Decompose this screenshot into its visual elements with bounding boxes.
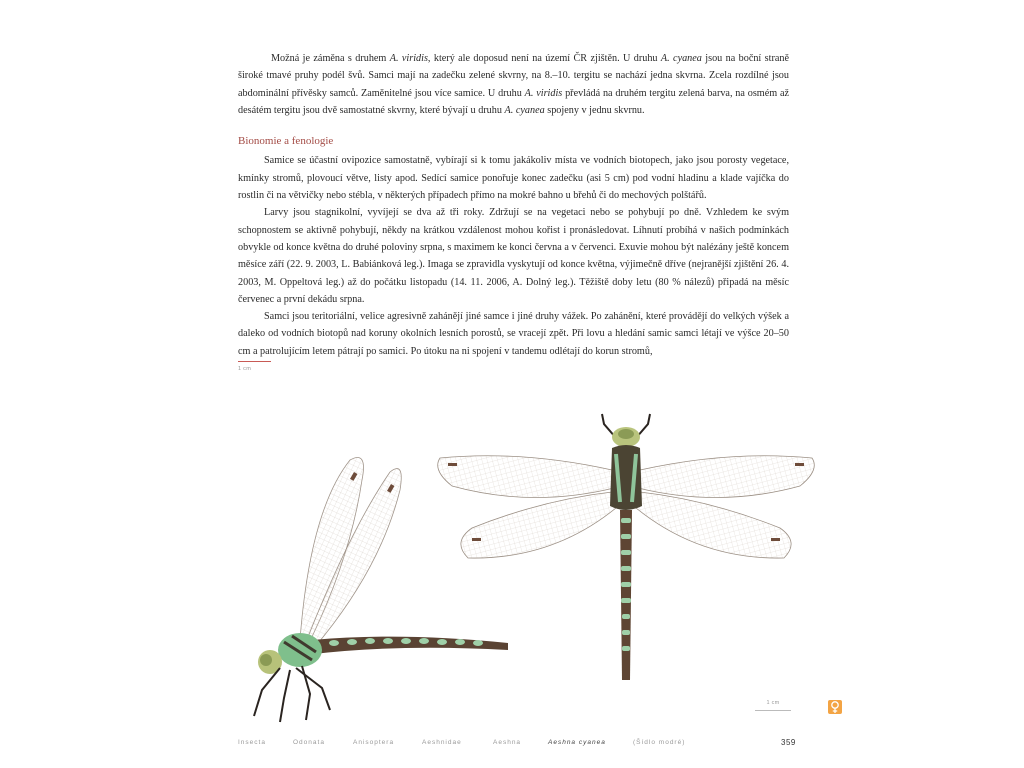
footer-item-species: Aeshna cyanea	[548, 739, 606, 746]
footer-item-family: Aeshnidae	[422, 739, 462, 746]
species-name: A. cyanea	[504, 104, 545, 116]
paragraph-larvae: Larvy jsou stagnikolní, vyvíjejí se dva až tři roky. Zdržují se na vegetaci nebo se pohybují po dně. Vzhledem ke svým schopnostem se aktivně pohybují, někdy na krátkou vzdálenost mohou kořist i pronásledovat. Líhnutí probíhá v našich podmínkách obvykle od konce května do druhé poloviny srpna, s maximem ke konci června a v červenci. Exuvie mohou být nalézány ještě koncem měsíce září (22. 9. 2003, L. Babiánková leg.). Imaga se zpravidla vyskytují od konce května, výjimečně dříve (nejranější zjištění 26. 4. 2003, M. Oppeltová leg.) až do počátku listopadu (14. 11. 2006, A. Dolný leg.). Těžiště doby letu (80 % nálezů) připadá na měsíc červenec a první dekádu srpna.	[238, 207, 789, 305]
female-symbol-icon	[828, 700, 842, 714]
scale-line	[238, 361, 271, 362]
footer-item-suborder: Anisoptera	[353, 739, 395, 746]
scale-label: 1 cm	[766, 700, 780, 706]
footer-item-class: Insecta	[238, 739, 266, 746]
footer-item-common-name: (Šídlo modré)	[633, 739, 686, 746]
page-number: 359	[781, 738, 796, 747]
scale-bar-top	[238, 361, 271, 372]
species-name: A. viridis	[524, 87, 563, 99]
taxonomy-footer	[238, 739, 798, 751]
footer-item-genus: Aeshna	[493, 739, 522, 746]
footer-item-order: Odonata	[293, 739, 325, 746]
species-name: A. cyanea	[660, 53, 702, 64]
paragraph-identification	[238, 50, 789, 119]
scale-line	[755, 710, 791, 711]
text-run: převládá na druhém tergitu zelená barva, na osmém až desátém tergitu jsou dvě samostatné skvrny, které bývají u druhu	[238, 87, 790, 116]
scale-label: 1 cm	[238, 366, 252, 372]
paragraph-territoriality: Samci jsou teritoriální, velice agresivně zahánějí jiné samce i jiné druhy vážek. Po zahánění, které provádějí do velkých výšek a daleko od vodních biotopů nad koruny okolních lesních porostů, se vracejí zpět. Při lovu a hledání samic samci létají ve výšce 20–50 cm a patrolujícím letem pátrají po samici. Po útoku na ni spojení v tandemu odlétají do korun stromů,	[238, 311, 789, 357]
dragonfly-dorsal-view	[432, 410, 820, 685]
paragraph-oviposition: Samice se účastní ovipozice samostatně, vybírají si k tomu jakákoliv místa ve vodních biotopech, jako jsou porosty vegetace, kmínky stromů, plovoucí větve, listy apod. Sedící samice ponořuje konec zadečku (asi 5 cm) pod vodní hladinu a klade vajíčka do rostlin či na větvičky nebo stébla, v některých případech přímo na mokré bahno u břehů či do mechových polštářů.	[238, 155, 789, 202]
female-symbol-badge	[828, 700, 842, 714]
text-run: , který ale doposud není na území ČR zjištěn. U druhu	[427, 53, 661, 64]
species-name: A. viridis	[389, 53, 428, 64]
body-text	[238, 50, 789, 360]
text-run: Možná je záměna s druhem	[271, 53, 390, 64]
scale-bar-bottom	[755, 700, 791, 711]
text-run: spojeny v jednu skvrnu.	[544, 104, 645, 116]
text-run: jsou na boční straně široké tmavé pruhy podél švů. Samci mají na zadečku zelené skvrny, na 8.–10. tergitu se nachází jedna skvrna. Zcela rozdílné jsou abdominální přívěsky samců. Zaměnitelné jsou více samice. U druhu	[238, 53, 789, 99]
section-heading: Bionomie a fenologie	[238, 135, 334, 148]
